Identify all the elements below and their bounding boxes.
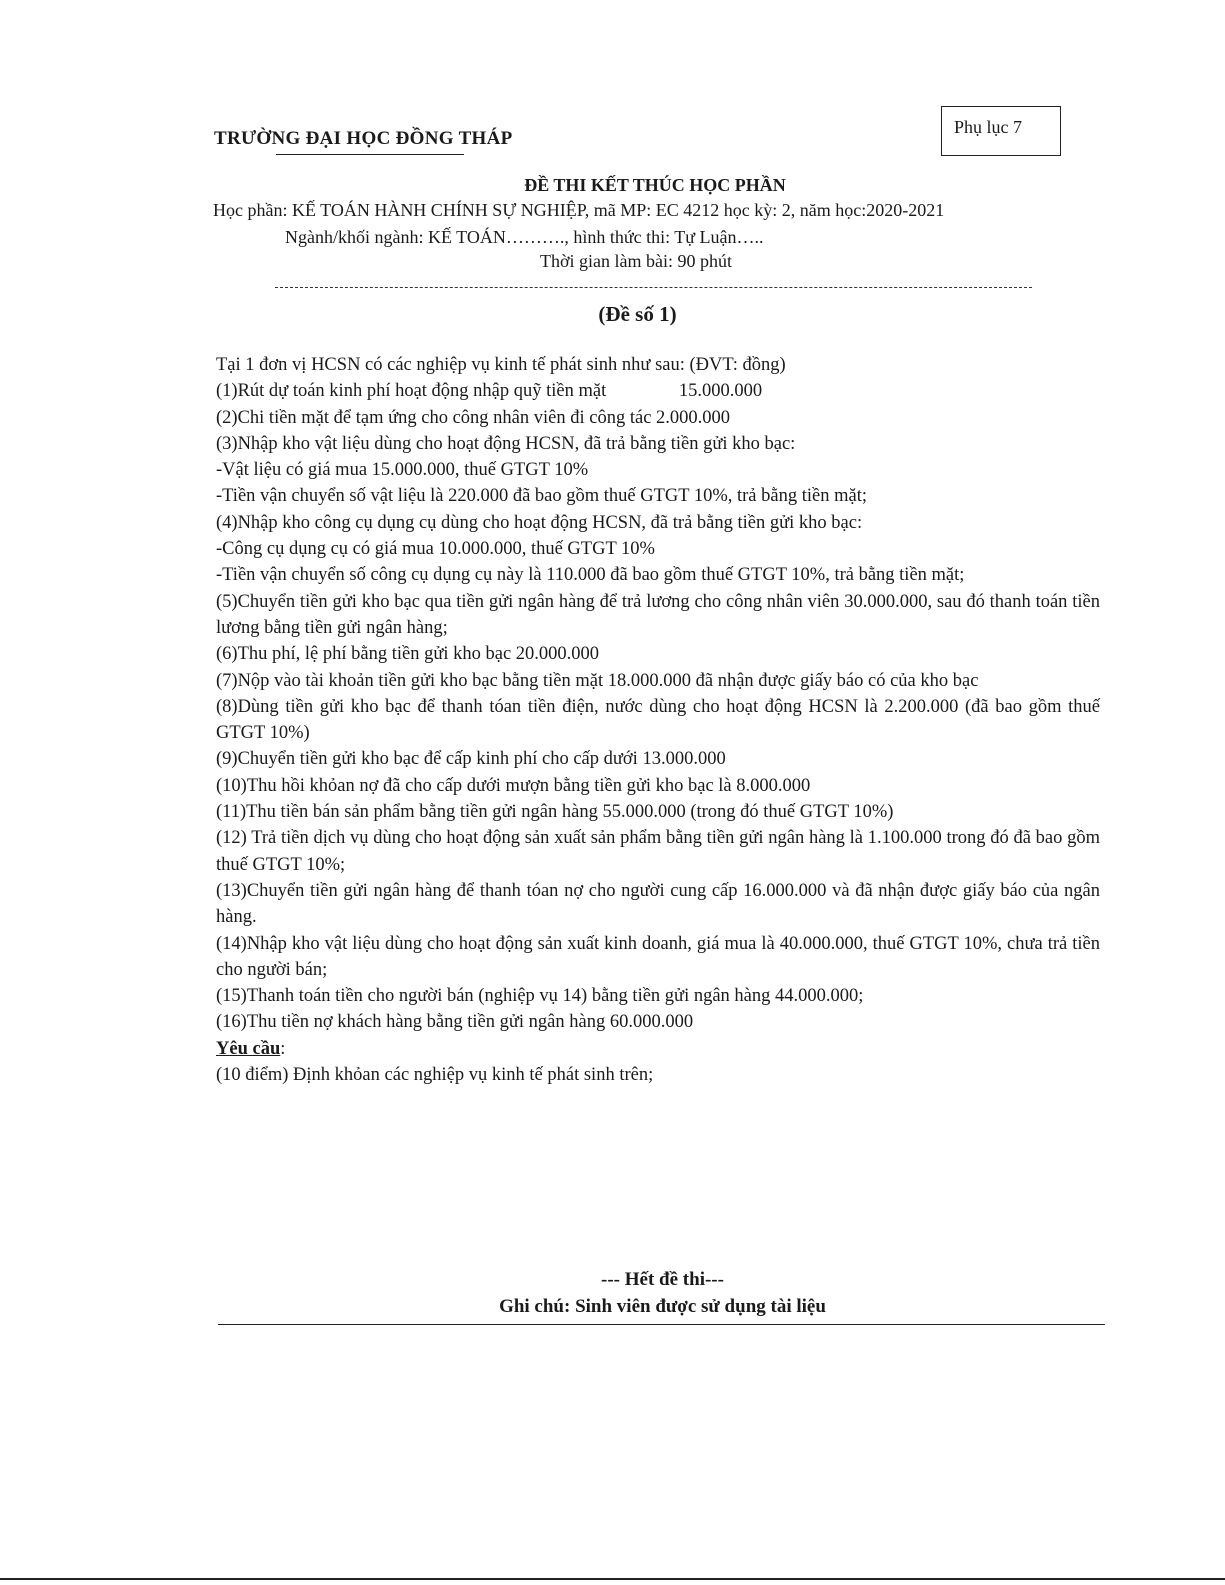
- requirement-heading-line: [216, 1036, 1100, 1062]
- operation-15: (15)Thanh toán tiền cho người bán (nghiệp vụ 14) bằng tiền gửi ngân hàng 44.000.000;: [216, 986, 864, 1007]
- intro-text: Tại 1 đơn vị HCSN có các nghiệp vụ kinh tế phát sinh như sau: (ĐVT: đồng): [216, 355, 786, 375]
- requirement-text: (10 điểm) Định khỏan các nghiệp vụ kinh tế phát sinh trên;: [216, 1065, 654, 1086]
- school-underline: [276, 154, 464, 155]
- appendix-label: Phụ lục 7: [954, 117, 1023, 137]
- requirement-heading: Yêu cầu: [216, 1038, 281, 1059]
- operation-2: (2)Chi tiền mặt để tạm ứng cho công nhân viên đi công tác 2.000.000: [216, 407, 731, 428]
- course-line: Học phần: KẾ TOÁN HÀNH CHÍNH SỰ NGHIỆP, mã MP: EC 4212 học kỳ: 2, năm học:2020-2021: [213, 200, 945, 220]
- footer-note: Ghi chú: Sinh viên được sử dụng tài liệu: [499, 1296, 826, 1317]
- operation-4-item-a: -Công cụ dụng cụ có giá mua 10.000.000, thuế GTGT 10%: [216, 539, 655, 560]
- appendix-box: [941, 106, 1061, 156]
- footer-rule: [218, 1324, 1105, 1325]
- school-name: TRƯỜNG ĐẠI HỌC ĐỒNG THÁP: [214, 128, 513, 149]
- operation-10: (10)Thu hồi khỏan nợ đã cho cấp dưới mượn bằng tiền gửi kho bạc là 8.000.000: [216, 775, 811, 796]
- exam-body: [216, 352, 1100, 1088]
- operation-14: (14)Nhập kho vật liệu dùng cho hoạt động sản xuất kinh doanh, giá mua là 40.000.000, thuế GTGT 10%, chưa trả tiền cho người bán;: [216, 933, 1100, 980]
- operation-1: [216, 378, 1100, 404]
- operation-13: (13)Chuyển tiền gửi ngân hàng để thanh tóan nợ cho người cung cấp 16.000.000 và đã nhận được giấy báo của ngân hàng.: [216, 880, 1100, 928]
- operation-6: (6)Thu phí, lệ phí bằng tiền gửi kho bạc 20.000.000: [216, 644, 600, 665]
- operation-12: (12) Trả tiền dịch vụ dùng cho hoạt động sản xuất sản phẩm bằng tiền gửi ngân hàng là 1.100.000 trong đó đã bao gồm thuế GTGT 10%;: [216, 828, 1100, 875]
- operation-5: (5)Chuyển tiền gửi kho bạc qua tiền gửi ngân hàng để trả lương cho công nhân viên 30.000.000, sau đó thanh toán tiền lương bằng tiền gửi ngân hàng;: [216, 591, 1100, 638]
- dashed-divider: [275, 287, 1032, 288]
- operation-9: (9)Chuyển tiền gửi kho bạc để cấp kinh phí cho cấp dưới 13.000.000: [216, 749, 726, 770]
- requirement-colon: :: [280, 1038, 286, 1059]
- major-line: Ngành/khối ngành: KẾ TOÁN………., hình thức thi: Tự Luận…..: [285, 227, 764, 247]
- operation-8: (8)Dùng tiền gửi kho bạc để thanh tóan tiền điện, nước dùng cho hoạt động HCSN là 2.200.000 (đã bao gồm thuế GTGT 10%): [216, 696, 1100, 744]
- operation-3-item-a: -Vật liệu có giá mua 15.000.000, thuế GTGT 10%: [216, 460, 589, 481]
- operation-1-text: (1)Rút dự toán kinh phí hoạt động nhập quỹ tiền mặt: [216, 381, 607, 402]
- exam-title: ĐỀ THI KẾT THÚC HỌC PHẦN: [524, 175, 786, 195]
- operation-16: (16)Thu tiền nợ khách hàng bằng tiền gửi ngân hàng 60.000.000: [216, 1012, 694, 1033]
- operation-3-item-b: -Tiền vận chuyển số vật liệu là 220.000 đã bao gồm thuế GTGT 10%, trả bằng tiền mặt;: [216, 486, 867, 507]
- operation-3: (3)Nhập kho vật liệu dùng cho hoạt động HCSN, đã trả bằng tiền gửi kho bạc:: [216, 433, 796, 454]
- time-line: Thời gian làm bài: 90 phút: [540, 251, 732, 271]
- exam-number: (Đề số 1): [598, 302, 677, 326]
- operation-11: (11)Thu tiền bán sản phẩm bằng tiền gửi ngân hàng 55.000.000 (trong đó thuế GTGT 10%): [216, 802, 894, 823]
- operation-4-item-b: -Tiền vận chuyển số công cụ dụng cụ này là 110.000 đã bao gồm thuế GTGT 10%, trả bằng tiền mặt;: [216, 565, 965, 586]
- page-bottom-edge: [0, 1578, 1225, 1580]
- operation-1-amount: 15.000.000: [678, 381, 763, 402]
- end-of-exam: --- Hết đề thi---: [601, 1269, 724, 1290]
- operation-4: (4)Nhập kho công cụ dụng cụ dùng cho hoạt động HCSN, đã trả bằng tiền gửi kho bạc:: [216, 512, 863, 533]
- operation-7: (7)Nộp vào tài khoản tiền gửi kho bạc bằng tiền mặt 18.000.000 đã nhận được giấy báo có của kho bạc: [216, 670, 979, 691]
